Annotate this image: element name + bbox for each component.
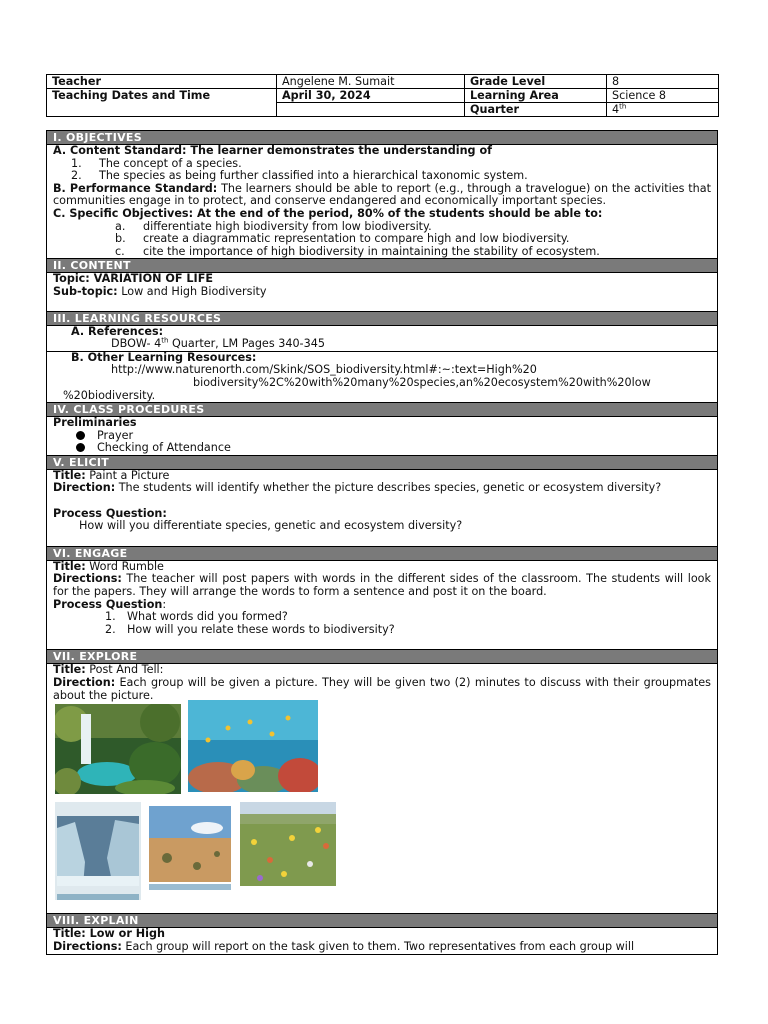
content-heading: II. CONTENT bbox=[47, 258, 717, 273]
performance-standard: B. Performance Standard: The learners should be able to report (e.g., through a travelogue) on the activities that communities engage in to protect, and conserve endangered and economically important species. bbox=[53, 181, 712, 208]
cs-item: 2. The species as being further classified into a hierarchical taxonomic system. bbox=[71, 169, 528, 183]
elicit-title: Title: Paint a Picture bbox=[53, 468, 170, 482]
header-table bbox=[46, 74, 719, 117]
subtopic: Sub-topic: Low and High Biodiversity bbox=[53, 284, 267, 298]
topic: Topic: VARIATION OF LIFE bbox=[53, 272, 213, 286]
elicit-heading: V. ELICIT bbox=[47, 455, 717, 470]
preliminaries: Preliminaries bbox=[53, 416, 137, 430]
engage-title: Title: Word Rumble bbox=[53, 559, 164, 573]
other-resources-label: B. Other Learning Resources: bbox=[71, 350, 257, 364]
glacier-image bbox=[55, 802, 141, 900]
dates-label: Teaching Dates and Time bbox=[47, 89, 277, 117]
dates-value: April 30, 2024 bbox=[277, 89, 465, 103]
grassland-flowers-image bbox=[240, 802, 336, 886]
area-value: Science 8 bbox=[607, 89, 719, 103]
procedures-heading: IV. CLASS PROCEDURES bbox=[47, 402, 717, 417]
quarter-label: Quarter bbox=[465, 103, 607, 117]
teacher-label: Teacher bbox=[47, 75, 277, 89]
explain-direction: Directions: Each group will report on the task given to them. Two representatives from each group will bbox=[53, 940, 635, 953]
spec-item: a. differentiate high biodiversity from low biodiversity. bbox=[115, 219, 432, 233]
engage-question: 1. What words did you formed? bbox=[105, 610, 288, 624]
references-label: A. References: bbox=[71, 324, 164, 338]
elicit-process-label: Process Question: bbox=[53, 506, 167, 520]
specific-objectives: C. Specific Objectives: At the end of the period, 80% of the students should be able to: bbox=[53, 206, 603, 220]
lesson-plan bbox=[46, 74, 718, 955]
teacher-value: Angelene M. Sumait bbox=[277, 75, 465, 89]
engage-process-label: Process Question: bbox=[53, 597, 167, 611]
cs-item: 1. The concept of a species. bbox=[71, 156, 242, 170]
elicit-process-question: How will you differentiate species, genetic and ecosystem diversity? bbox=[79, 519, 463, 533]
explore-direction: Direction: Each group will be given a picture. They will be given two (2) minutes to discuss with their groupmates about the picture. bbox=[53, 676, 711, 702]
objectives-section bbox=[46, 130, 718, 955]
explore-title: Title: Post And Tell: bbox=[53, 663, 164, 677]
grade-value: 8 bbox=[607, 75, 719, 89]
spec-item: b. create a diagrammatic representation to compare high and low biodiversity. bbox=[115, 232, 570, 246]
resource-url-end: %20biodiversity. bbox=[63, 388, 156, 402]
elicit-direction: Direction: The students will identify whether the picture describes species, genetic or ecosystem diversity? bbox=[53, 481, 662, 495]
objectives-heading: I. OBJECTIVES bbox=[47, 131, 717, 145]
explain-title: Title: Low or High bbox=[53, 927, 165, 941]
resource-url: http://www.naturenorth.com/Skink/SOS_biodiversity.html#:~:text=High%20 bbox=[111, 363, 537, 377]
resources-heading: III. LEARNING RESOURCES bbox=[47, 311, 717, 326]
explore-heading: VII. EXPLORE bbox=[47, 649, 717, 664]
engage-question: 2. How will you relate these words to biodiversity? bbox=[105, 622, 395, 636]
spec-item: c. cite the importance of high biodiversity in maintaining the stability of ecosystem. bbox=[115, 244, 600, 258]
engage-direction: Directions: The teacher will post papers with words in the different sides of the classroom. The students will look for the papers. They will arrange the words to form a sentence and post it on the board. bbox=[53, 572, 711, 599]
quarter-value: 4th bbox=[607, 103, 719, 117]
resource-url-cont: biodiversity%2C%20with%20many%20species,an%20ecosystem%20with%20low bbox=[193, 375, 651, 389]
explain-heading: VIII. EXPLAIN bbox=[47, 913, 717, 928]
waterfall-rainforest-image bbox=[55, 704, 181, 794]
dates-extra bbox=[277, 103, 465, 117]
content-standard: A. Content Standard: The learner demonstrates the understanding of bbox=[53, 144, 493, 157]
coral-reef-image bbox=[188, 700, 318, 792]
area-label: Learning Area bbox=[465, 89, 607, 103]
references-text: DBOW- 4th Quarter, LM Pages 340-345 bbox=[111, 336, 325, 351]
desert-image bbox=[147, 794, 233, 892]
engage-heading: VI. ENGAGE bbox=[47, 546, 717, 561]
procedure-item: Checking of Attendance bbox=[53, 442, 711, 455]
grade-label: Grade Level bbox=[465, 75, 607, 89]
procedure-item: Prayer bbox=[53, 430, 711, 443]
